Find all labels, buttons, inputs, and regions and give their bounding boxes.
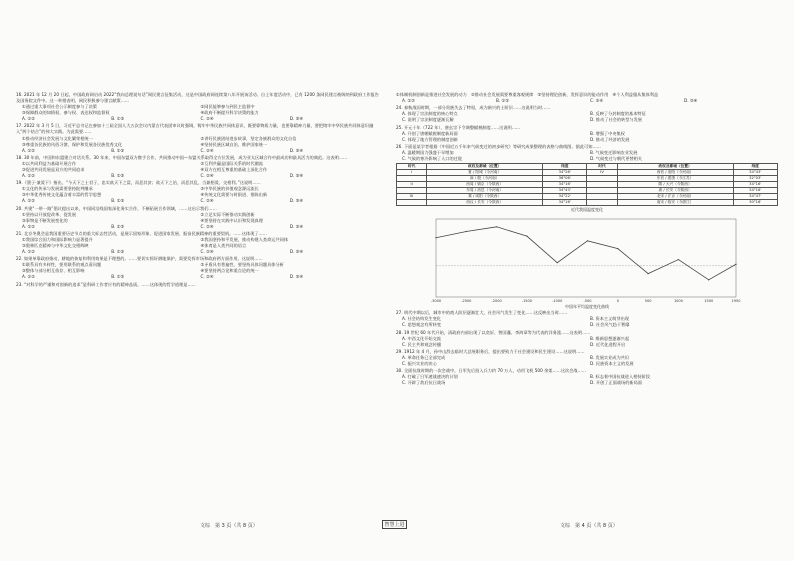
answer-choice: C. 气候的寒冷影响了人口的迁徙 <box>402 156 463 162</box>
answer-choice: C. ②④ <box>200 147 214 153</box>
answer-choice: C. ②④ <box>200 116 214 122</box>
question-stem: 19.《墨子·兼爱下》指出，“今天下之士君子，忠实欲天下之富，而恶其贫；欲天下之治，而恶其乱，当兼相爱、交相利。”这说明…… <box>16 180 261 186</box>
statement-options <box>16 104 379 116</box>
statement-options <box>16 237 379 249</box>
statement-option: ④坚持民族区域自治，维护国家统一 <box>200 141 268 147</box>
answer-choice: B. 标志着中国抗战进入相持阶段 <box>590 374 650 380</box>
statement-option: ①坚持以开放促改革、促发展 <box>22 211 77 217</box>
question-stem: 28. 19 世纪 60 年代开始，清政府内部出现了以奕䜣、曾国藩、李鸿章等为代表的洋务派……这表明…… <box>396 329 591 335</box>
statement-options <box>16 186 379 198</box>
question-block <box>396 125 778 143</box>
answer-choices <box>396 111 778 123</box>
answer-choice: C. ②④ <box>200 274 214 280</box>
footer-right: 文综 第 4 页（共 8 页） <box>560 523 618 529</box>
statement-option: ②互利共赢是国际关系的时代潮流 <box>200 160 263 166</box>
x-tick-label: 1950 <box>731 299 741 304</box>
data-point <box>648 273 649 274</box>
answer-choice: A. 社会结构发生变化 <box>402 316 441 322</box>
temperature-series-line <box>436 227 736 280</box>
answer-choice: B. ①③ <box>111 223 125 229</box>
table-cell: 唐 / 长安（今陕西） <box>617 188 733 194</box>
table-cell: 34°43' <box>543 188 587 194</box>
data-point <box>557 262 558 263</box>
answer-choices <box>16 116 379 122</box>
statement-option: ③事物是不断发展变化的 <box>22 217 68 223</box>
x-tick-label: -2000 <box>491 299 502 304</box>
answer-choices <box>396 355 778 367</box>
data-point <box>587 241 588 242</box>
answer-choice: A. ①② <box>22 147 35 153</box>
table-header: 政权及都城（位置） <box>427 164 543 170</box>
answer-choices <box>396 336 778 348</box>
table-cell: 西周 / 镐京（今陕西） <box>427 182 543 188</box>
table-cell: 夏 / 阳城（今河南） <box>427 170 543 176</box>
answer-choice: D. 推动了社会的转型与发展 <box>590 117 642 123</box>
statement-option: ①我国综合国力和国际影响力显著提升 <box>22 237 93 243</box>
right-column <box>396 92 778 523</box>
x-tick-label: -3000 <box>430 299 442 304</box>
question-stem: 16. 2021 年 12 月 20 日起，中国政府网启动 2022“我向总理说句话”网民建言征集活动，这是中国政府网连续第八年开展该活动。自上年度活动中，已有 1200 条网民建言被吸纳到政府工作报告及国务院文件中。这一举措表明，网民积极参与建言献策…… <box>16 92 379 104</box>
answer-choice: D. ③④ <box>289 172 304 178</box>
chart-caption: 中国年平均温度变化曲线 <box>565 304 609 310</box>
answer-choice: A. ①② <box>22 198 35 204</box>
answer-choices <box>396 316 778 328</box>
answer-choice: A. ①② <box>22 249 35 255</box>
statement-option: ③保障群众的知情权、参与权、表达权和监督权 <box>22 110 110 116</box>
answer-choice: D. 社会风气趋于奢靡 <box>590 322 630 328</box>
table-header: 时代 <box>397 164 427 170</box>
answer-choice: D. ③④ <box>289 198 304 204</box>
question-stem: 21. 北京冬奥会是我国重要历史节点的重大标志性活动，是展示国家形象、促进国家发展、振奋民族精神的重要契机。……这体现了…… <box>16 230 267 236</box>
statement-options <box>16 161 379 173</box>
x-tick-label: 0 <box>616 299 619 304</box>
answer-choice: A. 革命任务已全部完成 <box>402 355 446 361</box>
question-stem: 24. 春秋战国时期，一部分贵族失去了特权，成为新兴的士阶层……这说明当时…… <box>396 105 551 111</box>
statement-option: ②我国坚持和平发展，推动构建人类命运共同体 <box>200 237 289 243</box>
answer-choice: C. 开辟了敌后抗日战场 <box>402 380 446 386</box>
answer-choice: D. ③④ <box>289 147 304 153</box>
left-column <box>16 92 379 523</box>
data-point <box>496 227 497 228</box>
answer-choice: B. ①③ <box>111 147 125 153</box>
statement-option: ②网民能够参与到民主监督中 <box>200 104 255 110</box>
question-stem: 25. 开元十年（722 年），唐玄宗下令调整赋税制度……这说明…… <box>396 124 521 130</box>
answer-choice: B. 发展实业成为共识 <box>590 355 630 361</box>
answer-choices <box>16 249 379 255</box>
answer-choice: D. ③④ <box>289 116 304 122</box>
question-stem: 18. 30 年前，中国和东盟建立对话关系。30 年来，中国东盟双方携手合作，共同推动中国—东盟关系取得全方位发展，成为亚太区域合作中最成功和最具活力的典范。这表明…… <box>16 154 348 160</box>
statement-option: ①以共同利益为基础开展合作 <box>22 160 77 166</box>
answer-choice: C. ②④ <box>200 223 214 229</box>
data-point <box>678 259 679 260</box>
answer-choice: A. 打破了日军速战速决的计划 <box>402 374 458 380</box>
answer-choices <box>16 198 379 204</box>
statement-option: ④体育是人类共同的语言 <box>200 243 247 249</box>
answer-choice: C. 振兴实业的决心 <box>402 361 437 367</box>
statement-option: ②讲好民族团结进步故事，坚定各族群众的文化自信 <box>200 135 297 141</box>
answer-choices <box>16 173 379 179</box>
answer-choice: D. ③④ <box>289 249 304 255</box>
table-cell: 西晋 / 洛阳（今河南） <box>617 170 733 176</box>
answer-choice: B. ①③ <box>111 274 125 280</box>
table-cell: 34°43' <box>733 170 777 176</box>
statement-option: ②立足实际不断推动实践创新 <box>200 211 255 217</box>
answer-choice: B. 增强了中央集权 <box>590 130 625 136</box>
question-block <box>396 349 778 367</box>
answer-choice: A. ①② <box>22 116 35 122</box>
statement-option: ③促进共同发展是双方的共同追求 <box>22 166 85 172</box>
question-block <box>16 282 379 288</box>
answer-choice: A. 开创了唐朝赋税制度新局面 <box>402 130 458 136</box>
table-cell: II <box>397 182 427 188</box>
table-header: 时代 <box>587 164 617 170</box>
table-header: 纬度 <box>543 164 587 170</box>
table-row <box>397 200 778 206</box>
table-cell: 隋 / 大兴（今陕西） <box>617 182 733 188</box>
answer-choice: D. 气候变迁与朝代更替相关 <box>590 156 642 162</box>
answer-choices <box>396 98 778 104</box>
question-block <box>396 144 778 162</box>
table-cell: III <box>397 194 427 200</box>
question-block <box>396 310 778 328</box>
answer-choice: D. ③④ <box>289 223 304 229</box>
statement-option: ④政府不断提升科学决策的能力 <box>200 110 259 116</box>
answer-choice: A. 温暖期国力强盛干旱增加 <box>402 149 454 155</box>
x-tick-label: -1000 <box>552 299 563 304</box>
question-stem: 23. “对科学的严谨和对创新的追求”是科研工作者应有的精神品质。……这体现的哲学道理是…… <box>16 281 196 287</box>
statement-option: ①联系具有多样性，要用联系的观点看问题 <box>22 262 102 268</box>
statement-option: ④要坚持两点论和重点论的统一 <box>200 268 259 274</box>
answer-choice: A. 中西文化开始交流 <box>402 335 441 341</box>
answer-choice: A. ①② <box>22 223 35 229</box>
chart-frame <box>436 219 736 297</box>
answer-choice: D. 推动了经济的发展 <box>590 136 630 142</box>
answer-choice: D. 近代化进程开启 <box>590 341 626 347</box>
x-tick-label: 1000 <box>673 299 683 304</box>
table-cell: IV <box>587 170 617 176</box>
answer-choices <box>16 224 379 230</box>
table-cell: 34°16' <box>733 188 777 194</box>
question-block <box>16 256 379 280</box>
table-cell: 西汉 / 长安（今陕西） <box>427 200 543 206</box>
answer-choices <box>16 148 379 154</box>
answer-choice: A. ①② <box>22 274 35 280</box>
table-cell: 北宋 / 汴京（今河南） <box>617 194 733 200</box>
answer-choice: A. ①② <box>402 98 415 104</box>
answer-choice: A. ①② <box>22 172 35 178</box>
question-stem: 20. 共建“一带一路”倡议提出以来，中国同沿线国家深化务实合作，不断拓展合作领域，……这启示我们…… <box>16 205 217 211</box>
question-stem: ①体制机制创新是推进社会发展的动力 ②推动社会发展需要尊重客观规律 ③坚持理论创新，发挥意识的能动作用 ④个人利益服从集体利益 <box>396 92 659 97</box>
footer-left: 文综 第 3 页（共 8 页） <box>200 523 258 529</box>
data-point <box>735 264 736 265</box>
data-point <box>435 237 436 238</box>
statement-option: ①推动经济社会发展与文化繁荣相统一 <box>22 135 93 141</box>
capital-latitude-table <box>396 163 778 206</box>
answer-choice: B. 气候变迁影响农业发展 <box>590 149 638 155</box>
statement-option: ①通过重大事项社会公示制度参与了决策 <box>22 104 97 110</box>
question-block <box>16 231 379 255</box>
temperature-chart <box>396 215 778 303</box>
question-block <box>16 123 379 153</box>
question-block <box>396 92 778 104</box>
statement-options <box>16 136 379 148</box>
table-cell: 36°06' <box>543 176 587 182</box>
data-point <box>708 280 709 281</box>
question-block <box>396 368 778 386</box>
table-cell: I <box>397 170 427 176</box>
answer-choice: D. 民族资本主义的发展 <box>590 361 634 367</box>
statement-option: ③尊重各民族的风俗习惯，保护和发展各民族优秀文化 <box>22 141 123 147</box>
table-cell: 32°03' <box>733 176 777 182</box>
table-cell: 秦 / 咸阳（今陕西） <box>427 194 543 200</box>
answer-choices <box>16 274 379 280</box>
table-cell: 东周 / 洛邑（今河南） <box>427 188 543 194</box>
answer-choices <box>396 131 778 143</box>
table-cell: 南宋 / 临安（今浙江） <box>617 200 733 206</box>
table-header: 政权及都城（位置） <box>617 164 733 170</box>
answer-choice: D. ③④ <box>684 98 698 104</box>
answer-choice: C. 思想观念有所转变 <box>402 322 442 328</box>
question-block <box>16 180 379 204</box>
question-stem: 22. 如果单靠政府推动，耕地的恢复和利用效果是不理想的。……要切实抓好耕地保护，需要发挥市场和政府两方面作用。这说明…… <box>16 256 263 262</box>
statement-option: ①文化的传承与发展需要坚持批判继承 <box>22 186 93 192</box>
statement-option: ④要坚持在实践中认识和发现真理 <box>200 217 263 223</box>
table-header: 纬度 <box>733 164 777 170</box>
statement-option: ③奥林匹克精神与中华文化交相辉映 <box>22 243 89 249</box>
table-cell: 东晋 / 建康（今江苏） <box>617 176 733 182</box>
answer-choice: C. ②④ <box>200 172 214 178</box>
statement-options <box>16 262 379 274</box>
question-stem: 29. 1912 年 4 月，孙中山辞去临时大总统职务后，提出要致力于社会建设和民生建设……这说明…… <box>396 349 585 355</box>
data-point <box>617 248 618 249</box>
x-tick-label: -2500 <box>461 299 472 304</box>
question-block <box>16 206 379 230</box>
table-cell: 商 / 殷（今河南） <box>427 176 543 182</box>
statement-option: ③整体与部分相互依存、相互影响 <box>22 268 85 274</box>
answer-choices <box>396 150 778 162</box>
table-cell: 34°16' <box>543 182 587 188</box>
table-cell: 34°26' <box>543 170 587 176</box>
statement-option: ④传统文化需要与时俱进、推陈出新 <box>200 192 268 198</box>
question-block <box>16 92 379 122</box>
statement-options <box>16 212 379 224</box>
answer-choices <box>396 374 778 386</box>
x-tick-label: -1500 <box>521 299 532 304</box>
statement-option: ②矛盾具有普遍性，要坚持具体问题具体分析 <box>200 262 284 268</box>
statement-option: ④双方在相互尊重的基础上深化合作 <box>200 166 268 172</box>
answer-choice: B. 资本主义萌芽出现 <box>590 316 630 322</box>
question-block <box>16 155 379 179</box>
answer-choice: B. ①③ <box>111 198 125 204</box>
question-stem: 26. 下面是某学者根据《中国近五千年来气候变迁的初步研究》等研究成果整理的表格与曲线图。据此可知…… <box>396 143 601 149</box>
answer-choice: C. 民主共和观念传播 <box>402 341 442 347</box>
table-cell: 34°16' <box>733 182 777 188</box>
answer-choice: C. 说明了宗法制度逐渐瓦解 <box>402 117 454 123</box>
x-tick-label: 1500 <box>704 299 714 304</box>
statement-option: ③中华优秀传统文化蕴含着丰富的哲学思想 <box>22 192 102 198</box>
table-cell <box>587 200 617 206</box>
answer-choice: C. ②④ <box>590 98 604 104</box>
answer-choice: C. ②④ <box>200 198 214 204</box>
answer-choice: B. 维新思想逐渐兴起 <box>590 335 630 341</box>
answer-choice: C. 体现了地方管理的制度创新 <box>402 136 458 142</box>
statement-option: ②中华民族的价值观念源远流长 <box>200 186 259 192</box>
x-tick-label: -500 <box>583 299 592 304</box>
question-stem: 17. 2022 年 3 月 5 日，习近平总书记在参加十三届全国人大五次会议内蒙古代表团审议时强调，铸牢中华民族共同体意识，既要靠物质力量，也要靠精神力量，要把铸牢中华民族共同体意识融入“两个结合”的伟大实践。为此需要…… <box>16 123 374 135</box>
answer-choice: B. ①③ <box>111 116 125 122</box>
x-tick-label: 500 <box>644 299 652 304</box>
data-point <box>466 231 467 232</box>
answer-choice: B. ①③ <box>111 172 125 178</box>
table-cell: 34°16' <box>543 200 587 206</box>
table-cell <box>397 200 427 206</box>
answer-choice: B. 反映了分封制度的基本特征 <box>590 111 646 117</box>
answer-choice: C. ②④ <box>200 249 214 255</box>
answer-choice: D. ③④ <box>289 274 304 280</box>
answer-choice: B. ①③ <box>496 98 510 104</box>
answer-choice: B. ①③ <box>111 249 125 255</box>
chart-title: 近代我国温度变化 <box>571 207 603 213</box>
table-cell: 30°16' <box>733 200 777 206</box>
question-block <box>396 330 778 348</box>
data-point <box>526 236 527 237</box>
answer-choice: D. 开创了正面战场的新局面 <box>590 380 642 386</box>
logo-stamp: 智慧上进 <box>382 520 407 529</box>
question-stem: 27. 明代中期以后，城市中的商人阶层逐渐壮大，社会风气发生了变化……这反映出当时…… <box>396 310 568 316</box>
table-cell: 34°47' <box>733 194 777 200</box>
question-block <box>396 105 778 123</box>
table-cell: 34°22' <box>543 194 587 200</box>
answer-choice: A. 体现了宗法制度的核心特点 <box>402 111 458 117</box>
temperature-chart-svg <box>396 215 778 303</box>
question-stem: 30. 全面抗战时期的一次会战中，日军先后投入兵力约 70 万人，动用飞机 500 余架……这次会战…… <box>396 368 586 374</box>
